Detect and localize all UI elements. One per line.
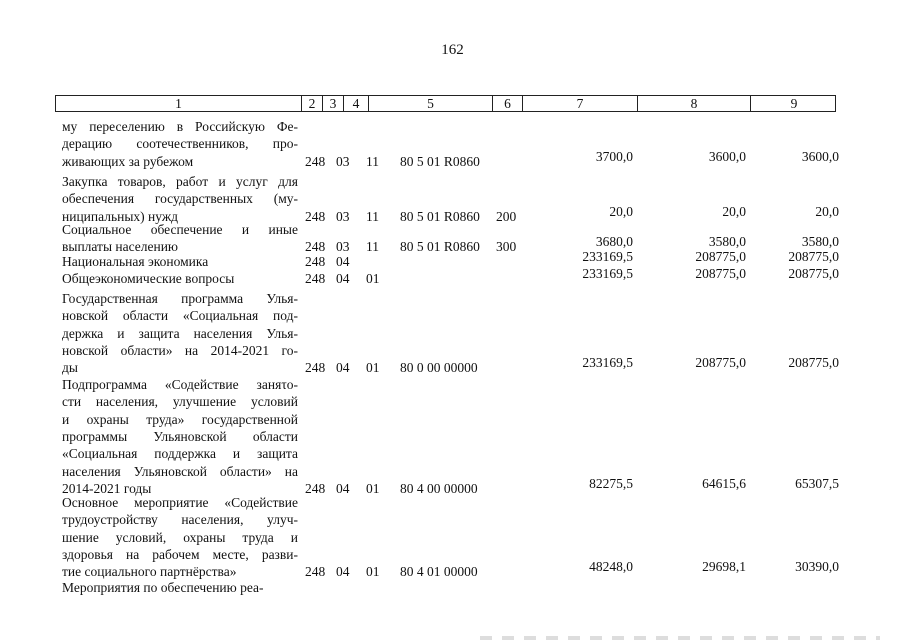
row-4-pr-cell [366,253,388,270]
row-4-csr-cell [400,253,496,270]
row-4-y3-cell: 208775,0 [788,249,839,264]
row-8-y1-cell: 48248,0 [589,559,633,575]
row-7-description-line: населения Ульяновской области» на [62,463,298,479]
row-3-ved-cell: 248 [305,239,326,255]
row-5-ved-cell: 248 [305,271,326,286]
row-8-csr-cell: 80 4 01 00000 [400,564,478,580]
row-7-description-line: сти населения, улучшение условий [62,394,298,410]
row-1-y3-cell: 3600,0 [801,148,839,164]
header-cell-1: 1 [175,96,182,111]
header-cell-3: 3 [322,96,343,111]
row-6-rz-cell: 04 [336,360,350,376]
row-3-y2-cell: 3580,0 [708,234,746,250]
header-cell-5: 5 [368,96,492,111]
row-6-description-line: ды [62,360,78,376]
row-7-y1-cell: 82275,5 [589,475,633,491]
header-cell-2: 2 [301,96,322,111]
row-8-description-line: тие социального партнёрства» [62,564,237,580]
row-6-y3-cell: 208775,0 [788,355,839,371]
row-7-y2-cell: 64615,6 [702,475,746,491]
row-6-description-line: Государственная программа Улья- [62,291,298,306]
row-3-description-line: Социальное обеспечение и иные [62,222,298,237]
row-6-description-line: новской области «Социальная под- [62,308,298,324]
row-1-description-line: му переселению в Российскую Фе- [62,119,298,134]
row-2-rz-cell: 03 [336,208,350,224]
row-4-y1-cell: 233169,5 [582,249,633,264]
row-7-csr-cell: 80 4 00 00000 [400,480,478,496]
row-3-csr-cell: 80 5 01 R0860 [400,239,480,255]
row-2-description-line: ниципальных) нужд [62,208,179,224]
row-7-description-line: программы Ульяновской области [62,428,298,444]
row-2-csr-cell: 80 5 01 R0860 [400,208,480,224]
row-1-y2-cell: 3600,0 [708,148,746,164]
row-5-csr-cell [400,270,496,287]
row-2-y1-cell: 20,0 [609,203,633,219]
row-7-y3-cell: 65307,5 [795,475,839,491]
row-7-description-line: Подпрограмма «Содействие заняτο- [62,377,298,392]
row-5-rz-cell: 04 [336,271,350,286]
row-8-description-line: шение условий, охраны труда и [62,529,298,545]
header-cell-7: 7 [522,96,637,111]
row-5-y2-cell: 208775,0 [695,266,746,281]
row-1-rz-cell: 03 [336,153,350,169]
row-4-description-line: Национальная экономика [62,254,209,269]
row-3-rz-cell: 03 [336,239,350,255]
row-4-rz-cell: 04 [336,254,350,269]
row-7-pr-cell: 01 [366,480,380,496]
row-4-ved-cell: 248 [305,254,326,269]
row-6-pr-cell: 01 [366,360,380,376]
row-2-y2-cell: 20,0 [722,203,746,219]
row-4-y2-cell: 208775,0 [695,249,746,264]
row-2-vr-cell: 200 [496,208,517,224]
row-7-ved-cell: 248 [305,480,326,496]
header-cell-8: 8 [637,96,750,111]
row-8-description-line: Основное мероприятие «Содействие [62,495,298,510]
row-2-pr-cell: 11 [366,208,379,224]
row-6-ved-cell: 248 [305,360,326,376]
row-8-rz-cell: 04 [336,564,350,580]
header-cell-9: 9 [750,96,837,111]
row-7-description-line: 2014-2021 годы [62,480,152,496]
row-8-ved-cell: 248 [305,564,326,580]
row-6-description-line: новской области» на 2014-2021 го- [62,342,298,358]
row-3-y3-cell: 3580,0 [801,234,839,250]
row-1-csr-cell: 80 5 01 R0860 [400,153,480,169]
row-7-rz-cell: 04 [336,480,350,496]
row-3-vr-cell: 300 [496,239,517,255]
page-number: 162 [441,42,464,58]
row-3-pr-cell: 11 [366,239,379,255]
row-1-y1-cell: 3700,0 [595,148,633,164]
row-5-pr-cell: 01 [366,271,380,286]
row-1-description-line: дерацию соотечественников, про- [62,136,298,152]
header-cell-4: 4 [343,96,368,111]
row-5-y3-cell: 208775,0 [788,266,839,281]
row-7-description-line: «Социальная поддержка и защита [62,446,298,462]
row-1-ved-cell: 248 [305,153,326,169]
row-3-y1-cell: 3680,0 [595,234,633,250]
row-5-y1-cell: 233169,5 [582,266,633,281]
row-8-pr-cell: 01 [366,564,380,580]
row-8-description-line: трудоустройству населения, улуч- [62,512,298,528]
row-2-description-line: обеспечения государственных (му- [62,191,298,207]
header-cell-6: 6 [492,96,522,111]
row-8-description-line: здоровья на рабочем месте, разви- [62,546,298,562]
row-9-description-line: Мероприятия по обеспечению реа- [62,580,264,595]
row-2-description-line: Закупка товаров, работ и услуг для [62,174,298,189]
row-2-y3-cell: 20,0 [815,203,839,219]
row-8-y2-cell: 29698,1 [702,559,746,575]
row-3-description-line: выплаты населению [62,239,179,255]
scan-artifact [480,636,880,640]
table-header [55,95,836,112]
row-6-csr-cell: 80 0 00 00000 [400,360,478,376]
row-1-description-line: живающих за рубежом [62,153,194,169]
row-8-y3-cell: 30390,0 [795,559,839,575]
row-6-description-line: держка и защита населения Улья- [62,325,298,341]
row-5-description-line: Общеэкономические вопросы [62,271,235,286]
row-6-y1-cell: 233169,5 [582,355,633,371]
row-7-description-line: и охраны труда» государственной [62,411,298,427]
row-6-y2-cell: 208775,0 [695,355,746,371]
row-1-pr-cell: 11 [366,153,379,169]
row-2-ved-cell: 248 [305,208,326,224]
